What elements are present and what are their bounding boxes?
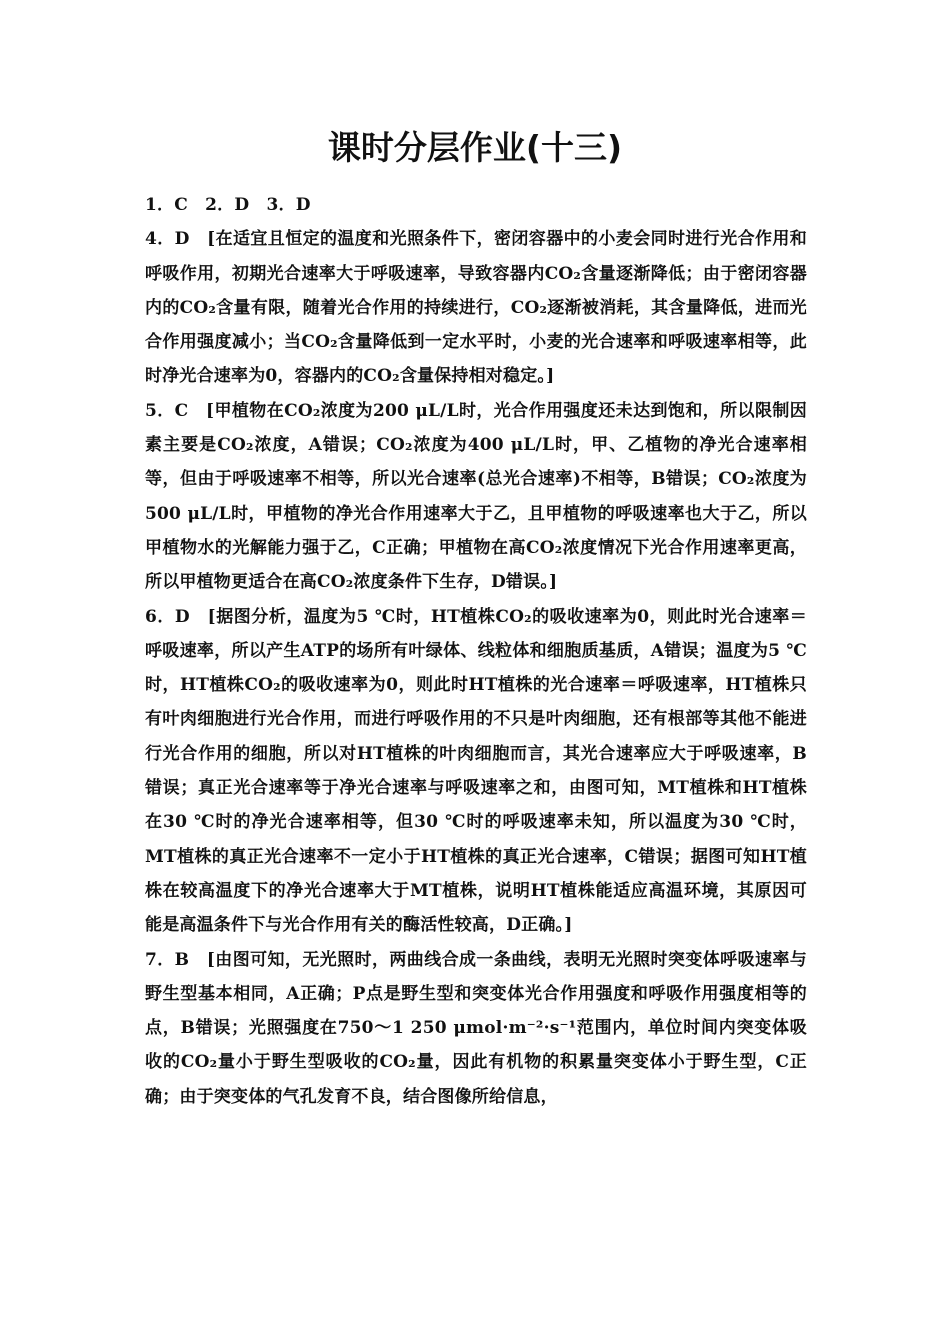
answer-q4: 4．D [在适宜且恒定的温度和光照条件下，密闭容器中的小麦会同时进行光合作用和呼吸作用，初期光合速率大于呼吸速率，导致容器内CO₂含量逐渐降低；由于密闭容器内的CO₂含量有限，随着光合作用的持续进行，CO₂逐渐被消耗，其含量降低，进而光合作用强度减小；当CO₂含量降低到一定水平时，小麦的光合速率和呼吸速率相等，此时净光合速率为0，容器内的CO₂含量保持相对稳定。] xyxy=(145,229,807,387)
answer-q7: 7．B [由图可知，无光照时，两曲线合成一条曲线，表明无光照时突变体呼吸速率与野生型基本相同，A正确；P点是野生型和突变体光合作用强度和呼吸作用强度相等的点，B错误；光照强度在750～1 250 μmol·m⁻²·s⁻¹范围内，单位时间内突变体吸收的CO₂量小于野生型吸收的CO₂量，因此有机物的积累量突变体小于野生型，C正确；由于突变体的气孔发育不良，结合图像所给信息， xyxy=(145,949,807,1107)
answer-q1-3: 1．C 2．D 3．D xyxy=(145,195,311,215)
answer-content xyxy=(145,188,807,1114)
page-title: 课时分层作业(十三) xyxy=(327,128,623,167)
answer-q5: 5．C [甲植物在CO₂浓度为200 μL/L时，光合作用强度还未达到饱和，所以限制因素主要是CO₂浓度，A错误；CO₂浓度为400 μL/L时，甲、乙植物的净光合速率相等，但由于呼吸速率不相等，所以光合速率(总光合速率)不相等，B错误；CO₂浓度为500 μL/L时，甲植物的净光合作用速率大于乙，且甲植物的呼吸速率也大于乙，所以甲植物水的光解能力强于乙，C正确；甲植物在高CO₂浓度情况下光合作用速率更高，所以甲植物更适合在高CO₂浓度条件下生存，D错误。] xyxy=(145,400,807,593)
answer-q6: 6．D [据图分析，温度为5 ℃时，HT植株CO₂的吸收速率为0，则此时光合速率＝呼吸速率，所以产生ATP的场所有叶绿体、线粒体和细胞质基质，A错误；温度为5 ℃时，HT植株CO₂的吸收速率为0，则此时HT植株的光合速率＝呼吸速率，HT植株只有叶肉细胞进行光合作用，而进行呼吸作用的不只是叶肉细胞，还有根部等其他不能进行光合作用的细胞，所以对HT植株的叶肉细胞而言，其光合速率应大于呼吸速率，B错误；真正光合速率等于净光合速率与呼吸速率之和，由图可知，MT植株和HT植株在30 ℃时的净光合速率相等，但30 ℃时的呼吸速率未知，所以温度为30 ℃时，MT植株的真正光合速率不一定小于HT植株的真正光合速率，C错误；据图可知HT植株在较高温度下的净光合速率大于MT植株，说明HT植株能适应高温环境，其原因可能是高温条件下与光合作用有关的酶活性较高，D正确。] xyxy=(145,606,807,936)
